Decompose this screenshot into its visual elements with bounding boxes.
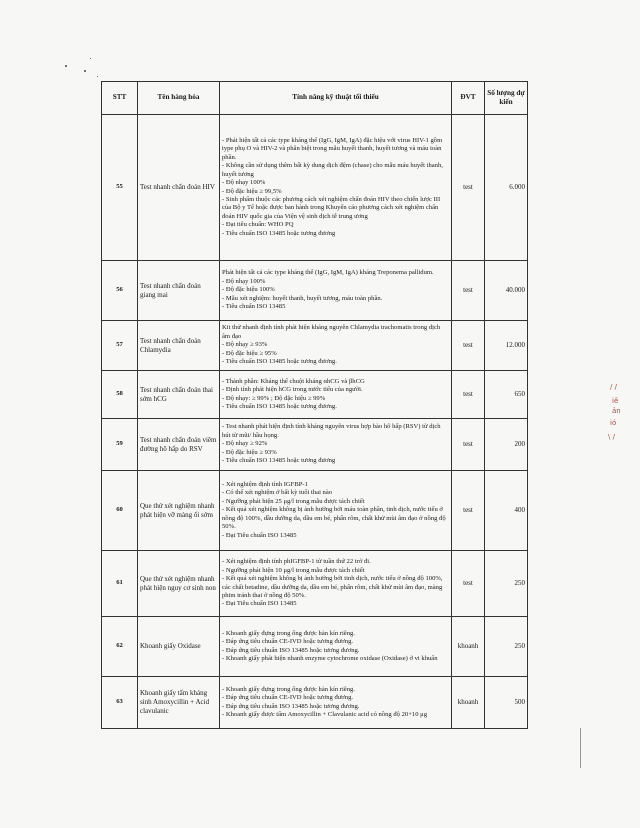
table-row <box>102 471 528 551</box>
spec-line: Kit thử nhanh định tính phát hiện kháng nguyên Chlamydia trachomatis trong dịch âm đạo <box>222 324 441 340</box>
row-quantity: 40.000 <box>485 261 528 321</box>
spec-line: - Độ đặc hiệu ≥ 93% <box>222 448 277 456</box>
spec-line: - Độ nhạy: ≥ 99% ; Độ đặc hiệu ≥ 99% <box>222 394 326 402</box>
spec-line: - Độ đặc hiệu ≥ 95% <box>222 349 277 357</box>
table-row <box>102 419 528 471</box>
row-specification <box>220 115 452 261</box>
table-row <box>102 115 528 261</box>
spec-line: - Đạt Tiêu chuẩn ISO 13485 <box>222 531 297 539</box>
spec-line: - Độ đặc hiệu 100% <box>222 286 275 294</box>
spec-line: - Tiêu chuẩn ISO 13485 <box>222 303 286 311</box>
spec-line: - Tiêu chuẩn ISO 13485 hoặc tương đương. <box>222 358 337 366</box>
spec-line: - Phát hiện tất cả các type kháng thể (IgG, IgM, IgA) đặc hiệu với virus HIV-1 gồm type phụ O và HIV-2 và phân biệt trong mẫu huyết thanh, huyết tương và máu toàn phần. <box>222 136 443 161</box>
row-unit: test <box>452 471 485 551</box>
row-quantity: 650 <box>485 371 528 419</box>
spec-line: - Sinh phẩm thuộc các phương cách xét nghiệm chẩn đoán HIV theo chiến lược III của Bộ y Tế hoặc được ban hành trong Khuyến cáo phương cách xét nghiệm chẩn đoán HIV quốc gia của Viện vệ sinh dịch tễ trung ương <box>222 195 441 220</box>
row-unit: test <box>452 115 485 261</box>
spec-line: Phát hiện tất cả các type kháng thể (IgG, IgM, IgA) kháng Treponema pallidum. <box>222 269 434 277</box>
table-header-row <box>102 82 528 115</box>
scan-speck <box>90 58 91 59</box>
spec-line: - Đáp ứng tiêu chuẩn CE-IVD hoặc tương đương. <box>222 694 354 702</box>
spec-line: - Định tính phát hiện hCG trong nước tiểu của người. <box>222 386 363 394</box>
scan-edge-line <box>580 728 581 768</box>
row-specification <box>220 261 452 321</box>
spec-line: - Độ nhạy 100% <box>222 179 266 187</box>
spec-line: - Độ nhạy 100% <box>222 277 266 285</box>
row-unit: test <box>452 321 485 371</box>
row-item-name: Test nhanh chẩn đoán HIV <box>138 115 220 261</box>
row-stt: 59 <box>102 419 138 471</box>
row-unit: test <box>452 371 485 419</box>
row-item-name: Que thử xét nghiệm nhanh phát hiện nguy cơ sinh non <box>138 551 220 617</box>
row-unit: test <box>452 551 485 617</box>
row-item-name: Test nhanh chẩn đoán Chlamydia <box>138 321 220 371</box>
row-stt: 63 <box>102 677 138 729</box>
spec-line: - Tiêu chuẩn ISO 13485 hoặc tương đương. <box>222 402 337 410</box>
table-row <box>102 371 528 419</box>
header-stt: STT <box>102 82 138 115</box>
spec-line: - Mẫu xét nghiệm: huyết thanh, huyết tương, máu toàn phần. <box>222 294 383 302</box>
spec-line: - Có thể xét nghiệm ở bất kỳ tuổi thai nào <box>222 489 333 497</box>
scan-speck <box>65 65 67 67</box>
spec-line: - Đạt Tiêu chuẩn ISO 13485 <box>222 600 297 608</box>
table-row <box>102 321 528 371</box>
row-stt: 55 <box>102 115 138 261</box>
spec-line: - Xét nghiệm định tính phIGFBP-1 từ tuần thứ 22 trở đi. <box>222 558 371 566</box>
row-item-name: Que thử xét nghiệm nhanh phát hiện vỡ màng ối sớm <box>138 471 220 551</box>
row-specification <box>220 677 452 729</box>
row-stt: 62 <box>102 617 138 677</box>
spec-line: - Khoanh giấy được tẩm Amoxycillin + Clavulanic acid có nồng độ 20+10 μg <box>222 710 428 718</box>
row-item-name: Test nhanh chẩn đoán thai sớm hCG <box>138 371 220 419</box>
table-row <box>102 551 528 617</box>
row-specification <box>220 617 452 677</box>
row-quantity: 250 <box>485 617 528 677</box>
spec-line: - Khoanh giấy đựng trong ống được hàn kín riêng. <box>222 685 355 693</box>
spec-line: - Test nhanh phát hiện định tính kháng nguyên virus hợp bào hô hấp (RSV) từ dịch hút từ mũi/ hầu họng. <box>222 423 441 439</box>
scan-speck <box>84 70 86 72</box>
row-item-name: Khoanh giấy tẩm kháng sinh Amoxycillin + Acid clavulanic <box>138 677 220 729</box>
table-row <box>102 617 528 677</box>
row-item-name: Khoanh giấy Oxidase <box>138 617 220 677</box>
spec-line: - Đáp ứng tiêu chuẩn ISO 13485 hoặc tương đương. <box>222 702 360 710</box>
spec-line: - Kết quả xét nghiệm không bị ảnh hưởng bởi tinh dịch, nước tiểu ở nồng độ 100%, các chất betadine, dầu dưỡng da, dầu em bé, phấn rôm, chất khử mùi âm đạo, màng phim tránh thai ở nồng độ 50%. <box>222 575 443 599</box>
spec-line: - Ngưỡng phát hiện 10 μg/l trong mẫu được tách chiết <box>222 566 365 574</box>
specification-table <box>101 81 528 729</box>
row-unit: khoanh <box>452 617 485 677</box>
spec-line: - Tiêu chuẩn ISO 13485 hoặc tương đương <box>222 457 336 465</box>
spec-line: - Không cần sử dụng thêm bất kỳ dung dịch đệm (chase) cho mẫu máu huyết thanh, huyết tương <box>222 162 443 178</box>
row-quantity: 6.000 <box>485 115 528 261</box>
table-body <box>102 115 528 729</box>
spec-line: - Kết quả xét nghiệm không bị ảnh hưởng bởi máu toàn phần, tinh dịch, nước tiểu ở nồng độ 100%, dầu dưỡng da, dầu em bé, phấn rôm, chất khử mùi âm đạo ở nồng độ 50%. <box>222 506 446 531</box>
spec-line: - Đạt tiêu chuẩn: WHO PQ <box>222 221 294 229</box>
row-quantity: 500 <box>485 677 528 729</box>
spec-line: - Ngưỡng phát hiện 25 μg/l trong mẫu được tách chiết <box>222 497 365 505</box>
row-stt: 57 <box>102 321 138 371</box>
row-item-name: Test nhanh chẩn đoán viêm đường hô hấp do RSV <box>138 419 220 471</box>
table-row <box>102 261 528 321</box>
spec-line: - Thành phần: Kháng thể chuột kháng αhCG và βhCG <box>222 377 365 385</box>
spec-line: - Khoanh giấy đựng trong ống được hàn kín riêng. <box>222 629 355 637</box>
spec-line: - Xét nghiệm định tính IGFBP-1 <box>222 480 308 488</box>
row-specification <box>220 471 452 551</box>
margin-stamp-fragment: / / iê ản ió \ / <box>608 383 621 441</box>
spec-line: - Đáp ứng tiêu chuẩn ISO 13485 hoặc tương đương. <box>222 646 360 654</box>
row-quantity: 400 <box>485 471 528 551</box>
row-unit: khoanh <box>452 677 485 729</box>
header-spec: Tính năng kỹ thuật tối thiểu <box>220 82 452 115</box>
row-quantity: 200 <box>485 419 528 471</box>
spec-line: - Độ nhạy ≥ 92% <box>222 440 268 448</box>
spec-line: - Khoanh giấy phát hiện nhanh enzyme cytochrome oxidase (Oxidase) ở vi khuẩn <box>222 654 438 662</box>
spec-line: - Tiêu chuẩn ISO 13485 hoặc tương đương <box>222 229 336 237</box>
row-specification <box>220 551 452 617</box>
row-stt: 60 <box>102 471 138 551</box>
spec-line: - Độ nhạy ≥ 93% <box>222 341 268 349</box>
spec-line: - Độ đặc hiệu ≥ 99,5% <box>222 187 282 195</box>
row-unit: test <box>452 419 485 471</box>
row-stt: 58 <box>102 371 138 419</box>
row-unit: test <box>452 261 485 321</box>
row-stt: 61 <box>102 551 138 617</box>
header-qty: Số lượng dự kiến <box>485 82 528 115</box>
row-item-name: Test nhanh chẩn đoán giang mai <box>138 261 220 321</box>
table-row <box>102 677 528 729</box>
row-quantity: 250 <box>485 551 528 617</box>
row-specification <box>220 419 452 471</box>
spec-line: - Đáp ứng tiêu chuẩn CE-IVD hoặc tương đương. <box>222 638 354 646</box>
header-unit: ĐVT <box>452 82 485 115</box>
row-stt: 56 <box>102 261 138 321</box>
header-name: Tên hàng hóa <box>138 82 220 115</box>
row-quantity: 12.000 <box>485 321 528 371</box>
row-specification <box>220 321 452 371</box>
row-specification <box>220 371 452 419</box>
scan-speck <box>97 76 98 77</box>
